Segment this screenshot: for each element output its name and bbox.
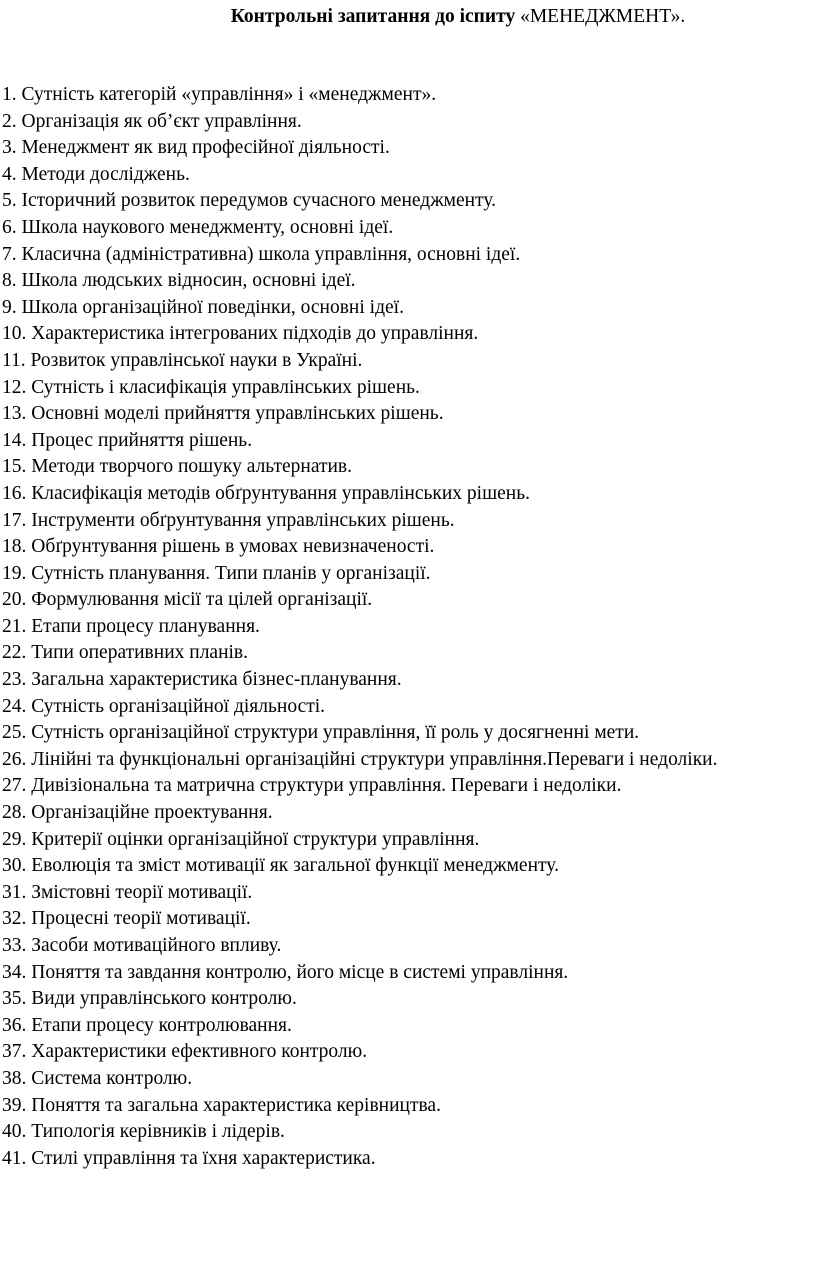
question-item: 31. Змістовні теорії мотивації. — [2, 881, 253, 903]
question-item: 2. Організація як об’єкт управління. — [2, 110, 302, 132]
question-item: 36. Етапи процесу контролювання. — [2, 1014, 292, 1036]
question-item: 25. Сутність організаційної структури управління, її роль у досягненні мети. — [2, 722, 640, 744]
question-item: 35. Види управлінського контролю. — [2, 988, 297, 1010]
title-bold-text: Контрольні запитання до іспиту — [230, 6, 516, 27]
question-item: 9. Школа організаційної поведінки, основні ідеї. — [2, 296, 404, 318]
question-item: 24. Сутність організаційної діяльності. — [2, 695, 326, 717]
question-item: 18. Обґрунтування рішень в умовах невизначеності. — [2, 536, 435, 558]
question-item: 7. Класична (адміністративна) школа управління, основні ідеї. — [2, 243, 521, 265]
question-item: 3. Менеджмент як вид професійної діяльності. — [2, 137, 390, 159]
question-item: 16. Класифікація методів обґрунтування управлінських рішень. — [2, 482, 530, 504]
question-item: 37. Характеристики ефективного контролю. — [2, 1041, 368, 1063]
question-item: 39. Поняття та загальна характеристика керівництва. — [2, 1094, 441, 1116]
question-item: 14. Процес прийняття рішень. — [2, 429, 253, 451]
question-item: 10. Характеристика інтегрованих підходів до управління. — [2, 323, 479, 345]
question-item: 4. Методи досліджень. — [2, 163, 190, 185]
question-item: 20. Формулювання місії та цілей організації. — [2, 589, 373, 611]
question-item: 40. Типологія керівників і лідерів. — [2, 1121, 285, 1143]
question-item: 26. Лінійні та функціональні організаційні структури управління.Переваги і недоліки. — [2, 748, 718, 770]
question-item: 8. Школа людських відносин, основні ідеї. — [2, 270, 356, 292]
question-item: 19. Сутність планування. Типи планів у організації. — [2, 562, 431, 584]
question-item: 17. Інструменти обґрунтування управлінських рішень. — [2, 509, 455, 531]
question-item: 6. Школа наукового менеджменту, основні ідеї. — [2, 216, 394, 238]
question-item: 32. Процесні теорії мотивації. — [2, 908, 251, 930]
document-title — [0, 4, 816, 30]
question-item: 33. Засоби мотиваційного впливу. — [2, 935, 282, 956]
question-item: 1. Сутність категорій «управління» і «менеджмент». — [2, 84, 437, 105]
question-item: 27. Дивізіональна та матрична структури управління. Переваги і недоліки. — [2, 775, 622, 797]
question-item: 15. Методи творчого пошуку альтернатив. — [2, 456, 353, 478]
question-item: 28. Організаційне проектування. — [2, 802, 273, 824]
question-item: 29. Критерії оцінки організаційної структури управління. — [2, 828, 480, 850]
question-item: 34. Поняття та завдання контролю, його місце в системі управління. — [2, 961, 569, 983]
question-item: 5. Історичний розвиток передумов сучасного менеджменту. — [2, 190, 497, 212]
question-item: 22. Типи оперативних планів. — [2, 642, 249, 664]
question-item: 12. Сутність і класифікація управлінських рішень. — [2, 376, 420, 398]
questions-list — [2, 82, 814, 1172]
question-item: 21. Етапи процесу планування. — [2, 615, 260, 637]
question-item: 30. Еволюція та зміст мотивації як загальної функції менеджменту. — [2, 855, 559, 877]
title-normal-text: «МЕНЕДЖМЕНТ». — [515, 6, 686, 27]
question-item: 23. Загальна характеристика бізнес-планування. — [2, 669, 402, 691]
question-item: 38. Система контролю. — [2, 1067, 193, 1089]
question-item: 13. Основні моделі прийняття управлінських рішень. — [2, 403, 444, 425]
question-item: 11. Розвиток управлінської науки в Україні. — [2, 349, 363, 371]
question-item: 41. Стилі управління та їхня характеристика. — [2, 1147, 376, 1169]
